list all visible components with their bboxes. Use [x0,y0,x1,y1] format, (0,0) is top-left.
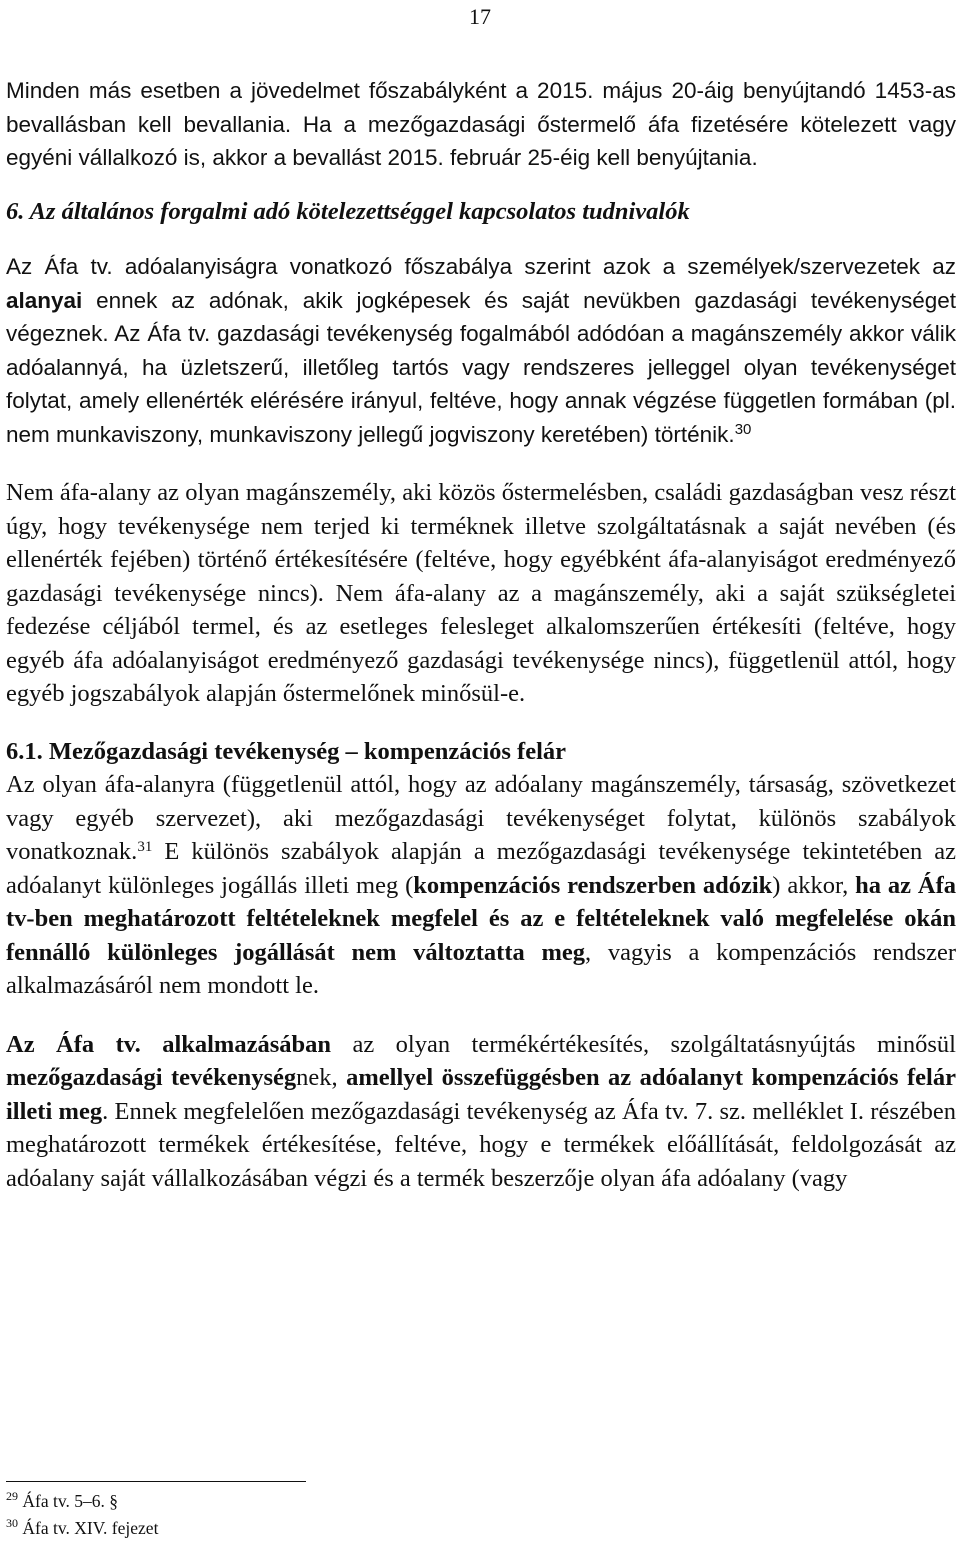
bold-run: kompenzációs rendszerben adózik [413,871,773,899]
text-run: . Ennek megfelelően mezőgazdasági tevékenység az Áfa tv. 7. sz. melléklet I. részében meghatározott termékek értékesítése, feltéve, hogy e termékek előállítását, feldolgozását az adóalany saját vállalkozásában végzi és a termék beszerzője olyan áfa adóalany (vagy [6,1097,956,1192]
text-run: az olyan termékértékesítés, szolgáltatásnyújtás minősül [331,1030,956,1058]
section-heading-6-1: 6.1. Mezőgazdasági tevékenység – kompenzációs felár [6,737,566,765]
footnotes [6,1488,158,1542]
paragraph-vat-subject [6,250,956,451]
footnote-29 [6,1488,158,1515]
text-run: ) akkor, [772,871,856,899]
bold-run: Az Áfa tv. alkalmazásában [6,1030,332,1058]
paragraph-agricultural-activity [6,1028,956,1196]
footnote-number: 30 [6,1516,18,1530]
bold-run: alanyai [6,287,83,313]
page-number: 17 [469,4,491,29]
footnote-ref-31: 31 [137,839,153,855]
bold-run: amellyel összefüggésben az adóalanyt kompenzációs felár illeti meg [6,1064,956,1125]
text-run: ennek az adónak, akik jogképesek és saját nevükben gazdasági tevékenységet végeznek. Az Áfa tv. gazdasági tevékenység fogalmából adódóan a magánszemély akkor válik adóalannyá, ha üzletszerű, illetőleg tartós vagy rendszeres jelleggel olyan tevékenységet folytat, amely ellenérték elérésére irányul, feltéve, hogy annak végzése független formában (pl. nem munkaviszony, munkaviszony jellegű jogviszony keretében) történik. [6,287,956,447]
footnote-separator [6,1481,306,1482]
footnote-number: 29 [6,1489,18,1503]
page-body [6,74,956,1195]
bold-run: ha az Áfa tv-ben meghatározott feltételeknek megfelel és az e feltételeknek való megfelelése okán fennálló különleges jogállását nem változtatta meg [6,871,957,966]
bold-run: mezőgazdasági tevékenység [6,1064,297,1091]
footnote-ref-30: 30 [734,420,752,438]
text-run: nek, [296,1064,347,1091]
paragraph-deadline: Minden más esetben a jövedelmet főszabályként a 2015. május 20-áig benyújtandó 1453-as bevallásban kell bevallania. Ha a mezőgazdasági őstermelő áfa fizetésére kötelezett vagy egyéni vállalkozó is, akkor a bevallást 2015. február 25-éig kell benyújtania. [6,78,956,170]
text-run: Az Áfa tv. adóalanyiságra vonatkozó főszabálya szerint azok a személyek/szervezetek az [6,254,956,279]
text-run: E különös szabályok alapján a mezőgazdasági tevékenysége tekintetében az adóalanyt különleges jogállás illeti meg ( [6,838,956,899]
section-heading-6: 6. Az általános forgalmi adó kötelezettséggel kapcsolatos tudnivalók [6,197,690,225]
footnote-text: Áfa tv. 5–6. § [22,1491,118,1511]
paragraph-compensation [6,768,956,1003]
text-run: , vagyis a kompenzációs rendszer alkalmazásáról nem mondott le. [6,938,956,999]
footnote-text: Áfa tv. XIV. fejezet [22,1518,159,1538]
paragraph-not-vat-subject: Nem áfa-alany az olyan magánszemély, aki közös őstermelésben, családi gazdaságban vesz részt úgy, hogy tevékenysége nem terjed ki terméknek illetve szolgáltatásnak a saját nevében (és ellenérték fejében) történő értékesítésére (feltéve, hogy egyébként áfa-alanyiságot eredményező gazdasági tevékenysége nincs). Nem áfa-alany az a magánszemély, aki a saját szükségletei fedezése céljából termel, és az esetleges felesleget alkalomszerűen értékesíti (feltéve, hogy egyéb áfa adóalanyiságot eredményező gazdasági tevékenysége nincs), függetlenül attól, hogy egyéb jogszabályok alapján őstermelőnek minősül-e. [6,479,956,707]
text-run: Az olyan áfa-alanyra (függetlenül attól, hogy az adóalany magánszemély, társaság, szövetkezet vagy egyéb szervezet), aki mezőgazdasági tevékenységet folytat, különös szabályok vonatkoznak. [6,771,956,865]
footnote-30 [6,1515,158,1542]
